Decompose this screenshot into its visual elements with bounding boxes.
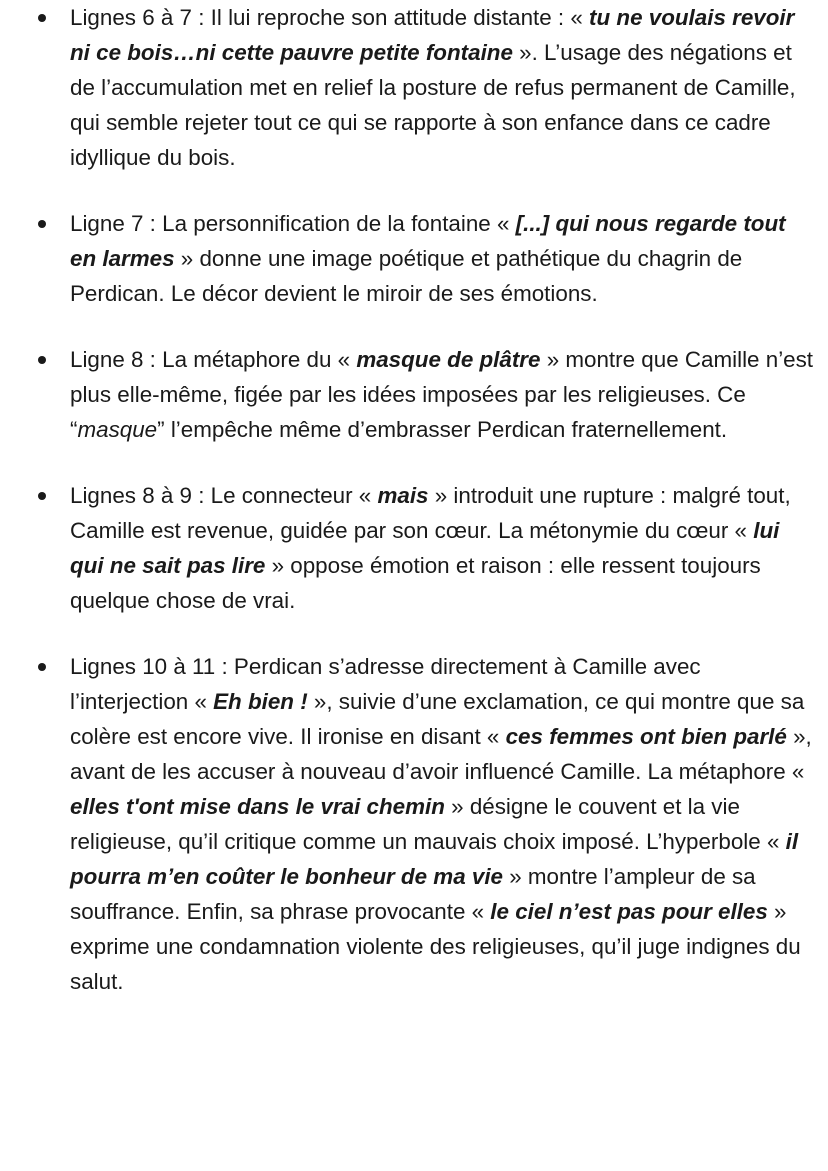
- bullet-dot-icon: [38, 356, 46, 364]
- citation: le ciel n’est pas pour elles: [490, 899, 768, 924]
- item-text: Lignes 8 à 9 : Le connecteur « mais » introduit une rupture : malgré tout, Camille est revenue, guidée par son cœur. La métonymie du cœur « lui qui ne sait pas lire » oppose émotion et raison : elle ressent toujours quelque chose de vrai.: [70, 483, 791, 613]
- item-text: Lignes 10 à 11 : Perdican s’adresse directement à Camille avec l’interjection « Eh bien ! », suivie d’une exclamation, ce qui montre que sa colère est encore vive. Il ironise en disant « ces femmes ont bien parlé », avant de les accuser à nouveau d’avoir influencé Camille. La métaphore « elles t'ont mise dans le vrai chemin » désigne le couvent et la vie religieuse, qu’il critique comme un mauvais choix imposé. L’hyperbole « il pourra m’en coûter le bonheur de ma vie » montre l’ampleur de sa souffrance. Enfin, sa phrase provocante « le ciel n’est pas pour elles » exprime une condamnation violente des religieuses, qu’il juge indignes du salut.: [70, 654, 812, 994]
- bullet-dot-icon: [38, 14, 46, 22]
- citation: elles t'ont mise dans le vrai chemin: [70, 794, 445, 819]
- bullet-dot-icon: [38, 663, 46, 671]
- item-text: Ligne 7 : La personnification de la fontaine « [...] qui nous regarde tout en larmes » donne une image poétique et pathétique du chagrin de Perdican. Le décor devient le miroir de ses émotions.: [70, 211, 786, 306]
- citation: lui qui ne sait pas lire: [70, 518, 780, 578]
- item-text: Lignes 6 à 7 : Il lui reproche son attitude distante : « tu ne voulais revoir ni ce bois…ni cette pauvre petite fontaine ». L’usage des négations et de l’accumulation met en relief la posture de refus permanent de Camille, qui semble rejeter tout ce qui se rapporte à son enfance dans ce cadre idyllique du bois.: [70, 5, 796, 170]
- citation: [...] qui nous regarde tout en larmes: [70, 211, 786, 271]
- bullet-dot-icon: [38, 220, 46, 228]
- bullet-item-lignes-10-11: [34, 649, 814, 999]
- bullet-item-ligne-8: [34, 342, 814, 447]
- bullet-item-lignes-8-9: [34, 478, 814, 618]
- italic-word: masque: [77, 417, 158, 442]
- analysis-bullet-list: [34, 0, 814, 1030]
- bullet-item-lignes-6-7: [34, 0, 814, 175]
- item-text: Ligne 8 : La métaphore du « masque de plâtre » montre que Camille n’est plus elle-même, figée par les idées imposées par les religieuses. Ce “masque” l’empêche même d’embrasser Perdican fraternellement.: [70, 347, 814, 442]
- citation: il pourra m’en coûter le bonheur de ma vie: [70, 829, 799, 889]
- citation: ces femmes ont bien parlé: [505, 724, 787, 749]
- citation: mais: [377, 483, 429, 508]
- citation: Eh bien !: [213, 689, 308, 714]
- bullet-item-ligne-7: [34, 206, 814, 311]
- citation: tu ne voulais revoir ni ce bois…ni cette pauvre petite fontaine: [70, 5, 795, 65]
- citation: masque de plâtre: [356, 347, 541, 372]
- bullet-dot-icon: [38, 492, 46, 500]
